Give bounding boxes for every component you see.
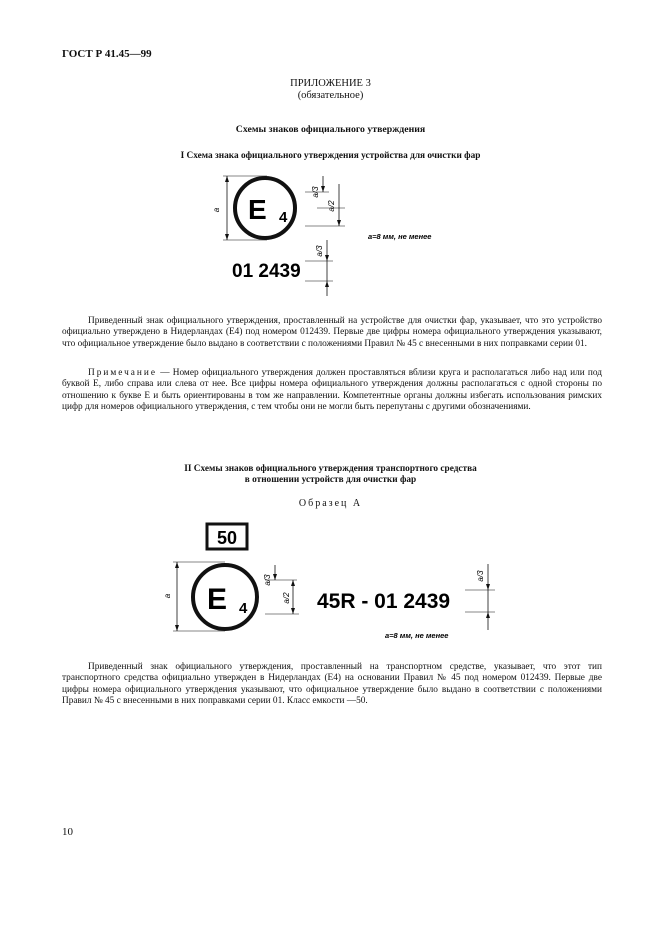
page-number: 10 bbox=[62, 826, 73, 838]
capacity-class-value: 50 bbox=[216, 528, 238, 548]
dim-a2-label-2: a/2 bbox=[282, 592, 291, 604]
dim-number-a3-label: a/3 bbox=[315, 245, 324, 257]
appendix-subtitle: (обязательное) bbox=[297, 90, 364, 101]
section2-title-line2: в отношении устройств для очистки фар bbox=[244, 475, 417, 485]
min-size-note: a=8 мм, не менее bbox=[368, 232, 432, 241]
dim-right-lines bbox=[305, 176, 345, 226]
note-text: — Номер официального утверждения должен проставляться вблизи круга и располагаться либо над или под буквой Е, либо справа или слева от нее. Все цифры номера официального утверждения должны располагаться с одной стороны по отношению к букве Е и быть ориентированы в том же направлении. Компетентные органы должны избегать использования римских цифр для номеров официального утверждения, с тем чтобы они не могли быть перепутаны с другими обозначениями. bbox=[62, 368, 602, 413]
note-label: Примечание bbox=[88, 368, 157, 378]
dim-a2-label: a/2 bbox=[327, 200, 336, 212]
dim-right-lines-2 bbox=[265, 565, 299, 614]
dim-a-label: a bbox=[212, 207, 221, 213]
appendix-heading bbox=[0, 78, 661, 102]
section-main-title: Схемы знаков официального утверждения bbox=[235, 124, 426, 135]
section2-title-line1: II Схемы знаков официального утверждения транспортного средства bbox=[184, 464, 477, 474]
mark-country-number: 4 bbox=[279, 209, 288, 226]
approval-number: 01 2439 bbox=[232, 261, 301, 282]
section2-title bbox=[0, 464, 661, 486]
mark-country-number-2: 4 bbox=[239, 600, 248, 617]
dim-a3-label: a/3 bbox=[311, 186, 320, 198]
sample-label: Образец А bbox=[298, 498, 363, 509]
section1-note bbox=[62, 368, 602, 414]
section1-title: I Схема знака официального утверждения устройства для очистки фар bbox=[180, 151, 481, 161]
approval-mark-diagram-1 bbox=[205, 168, 465, 303]
mark-letter-e: E bbox=[248, 194, 267, 225]
mark-letter-e-2: E bbox=[207, 583, 228, 616]
approval-mark-diagram-2 bbox=[165, 520, 505, 645]
section2-paragraph: Приведенный знак официального утверждения, проставленный на транспортном средстве, указывает, что этот тип транспортного средства официально утвержден в Нидерландах (Е4) на основании Правил № 45 под номером 012439. Первые две цифры номера официального утверждения указывают, что официальное утверждение было выдано в соответствии с положениями Правил № 45 с внесенными в них поправками серии 01. Класс емкости —50. bbox=[62, 662, 602, 707]
document-id: ГОСТ Р 41.45—99 bbox=[62, 48, 152, 60]
dim-number-a3-label-2: a/3 bbox=[476, 570, 485, 582]
dim-a-label-2: a bbox=[163, 593, 172, 599]
dim-a3-label-2: a/3 bbox=[263, 574, 272, 586]
appendix-title: ПРИЛОЖЕНИЕ 3 bbox=[290, 78, 371, 89]
min-size-note-2: a=8 мм, не менее bbox=[385, 631, 449, 640]
approval-number-2: 45R - 01 2439 bbox=[317, 590, 451, 613]
section1-paragraph: Приведенный знак официального утверждения, проставленный на устройстве для очистки фар, указывает, что это устройство официально утверждено в Нидерландах (Е4) под номером 012439. Первые две цифры номера официального утверждения указывают, что официальное утверждение было выдано в соответствии с положениями Правил № 45 с внесенными в них поправками серии 01. bbox=[62, 316, 602, 349]
